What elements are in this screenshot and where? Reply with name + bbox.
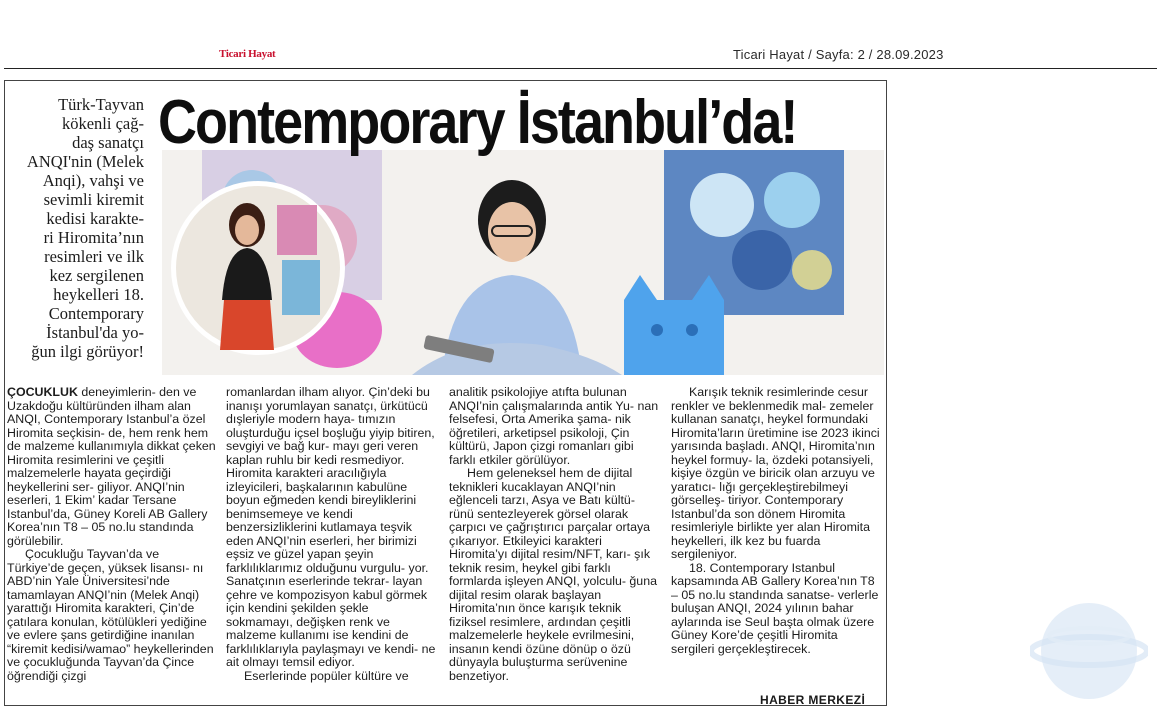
paragraph: romanlardan ilham alıyor. Çin’deki bu inanışı yorumlayan sanatçı, ürkütücü dışleriyle modern haya- tımızın oluşturduğu içsel boşluğu yiyip bitiren, sevgiyi ve bağ kur- mayı geri veren kaplan ruhlu bir kedi resmediyor. Hiromita karakteri aracılığıyla izleyicileri, başkalarının kabulüne boyun eğmeden kendi bireyliklerini benimsemeye ve kendi benzersizliklerini kutlamaya teşvik eden ANQI’nin eserleri, her birimizi eşsiz ve güzel yapan şeyin farklılıklarımız olduğunu vurgulu- yor. Sanatçının eserlerinde tekrar- layan çehre ve kompozisyon kabul görmek için kendini şekilden şekle sokmamayı, değişken renk ve malzeme kullanımı ise kendini de farklılıklarıyla paylaşmayı ve kendi- ne ait olmayı temsil ediyor. <box>226 385 436 669</box>
lede-line: sevimli kiremit <box>43 190 144 209</box>
headline: Contemporary İstanbul’da! <box>158 88 797 157</box>
lede-line: resimleri ve ilk <box>44 247 144 266</box>
lede-line: ANQI'nin (Melek <box>26 152 144 171</box>
lede-line: ğun ilgi görüyor! <box>31 342 144 361</box>
lead-word: ÇOCUKLUK <box>7 385 78 399</box>
lede-line: kökenli çağ- <box>61 114 144 133</box>
header-rule <box>4 68 1157 69</box>
lede-line: daş sanatçı <box>72 133 144 152</box>
lede-line: Türk-Tayvan <box>58 95 144 114</box>
lede-line: kez sergilenen <box>49 266 144 285</box>
body-column-1 <box>7 386 219 683</box>
frame-top-rule <box>4 80 887 81</box>
lede-line: Anqi), vahşi ve <box>42 171 144 190</box>
body-column-2 <box>226 386 438 683</box>
paragraph: analitik psikolojiye atıfta bulunan ANQI’nin çalışmalarında antik Yu- nan felsefesi, Orta Amerika şama- nik öğretileri, arketipsel psikoloji, Çin kültürü, Japon çizgi romanları gibi farklı etkiler görülüyor. <box>449 385 659 467</box>
frame-left-rule <box>4 80 5 705</box>
body-column-3 <box>449 386 661 683</box>
paragraph: Eserlerinde popüler kültüre ve <box>244 668 409 683</box>
publication-logo: Ticari Hayat <box>219 48 276 60</box>
frame-right-rule <box>886 80 887 705</box>
lede-line: ri Hiromita’nın <box>43 228 144 247</box>
frame-bottom-rule <box>4 705 887 706</box>
lede-line: heykelleri 18. <box>53 285 144 304</box>
paragraph: Çocukluğu Tayvan’da ve Türkiye’de geçen, yüksek lisansı- nı ABD’nin Yale Üniversitesi’nde tamamlayan ANQI’nin (Melek Anqi) yarattığı Hiromita karakteri, Çin’de çatılara konulan, kötülükleri yediğine ve evlere şans getirdiğine inanılan “kiremit kedisi/wamao” heykellerinden ve çocukluğunda Tayvan’da Çince öğrendiği çizgi <box>7 547 214 683</box>
artist-photo-illustration <box>162 150 884 375</box>
lede-line: Contemporary <box>48 304 144 323</box>
page-meta: Ticari Hayat / Sayfa: 2 / 28.09.2023 <box>733 47 944 62</box>
paragraph: Karışık teknik resimlerinde cesur renkler ve beklenmedik mal- zemeler kullanan sanatçı, heykel formundaki Hiromita’ların üretimine ise 2023 ikinci yarısında başladı. ANQI, Hiromita’nın heykel formuy- la, özdeki potansiyeli, kişiye özgün ve biricik olan arzuyu ve yaratıcı- lığı gerçekleştirebilmeyi görselleş- tiriyor. Contemporary Istanbul’da son dönem Hiromita resimleriyle birlikte yer alan Hiromita heykelleri, ilk kez bu fuarda sergileniyor. <box>671 385 880 561</box>
byline: HABER MERKEZİ <box>760 693 866 707</box>
paragraph <box>7 386 219 548</box>
paragraph: 18. Contemporary Istanbul kapsamında AB Gallery Korea’nın T8 – 05 no.lu standında sanatse- verlerle buluşan ANQI, 2024 yılının bahar aylarında ise Seul başta olmak üzere Güney Kore’de çeşitli Hiromita sergileri gerçekleştirecek. <box>671 560 879 656</box>
paragraph-text: deneyimlerin- den ve Uzakdoğu kültüründen ilham alan ANQI, Contemporary Istanbul’a özel Hiromita seçkisin- de, hem renk hem de malzeme kullanımıyla dikkat çeken Hiromita resimlerini ve çeşitli malzemelerle hayata geçirdiği heykellerini ser- giliyor. ANQI’nin eserleri, 1 Ekim’ kadar Tersane Istanbul’da, Güney Koreli AB Gallery Korea’nın T8 – 05 no.lu standında görülebilir. <box>7 385 216 548</box>
paragraph: Hem geleneksel hem de dijital teknikleri kucaklayan ANQI’nin eğlenceli tarzı, Asya ve Batı kültü- rünü sentezleyerek görsel olarak çarpıcı ve çağrıştırıcı parçalar ortaya çıkarıyor. Etkileyici karakteri Hiromita’yı dijital resim/NFT, karı- şık teknik resim, heykel gibi farklı formlarda işleyen ANQI, yolculu- ğuna dijital resim olarak başlayan Hiromita’nın önce karışık teknik fiziksel resimlere, ardından çeşitli malzemelerle heykele evrilmesini, insanın kendi özüne dönüp o özü dünyayla buluşturma serüvenine benzetiyor. <box>449 466 657 683</box>
lede-line: kedisi karakte- <box>46 209 144 228</box>
globe-watermark-icon <box>1030 596 1148 706</box>
body-column-4 <box>671 386 883 656</box>
article-photo <box>162 150 884 375</box>
lede-block <box>10 95 144 361</box>
lede-line: İstanbul'da yo- <box>46 323 144 342</box>
